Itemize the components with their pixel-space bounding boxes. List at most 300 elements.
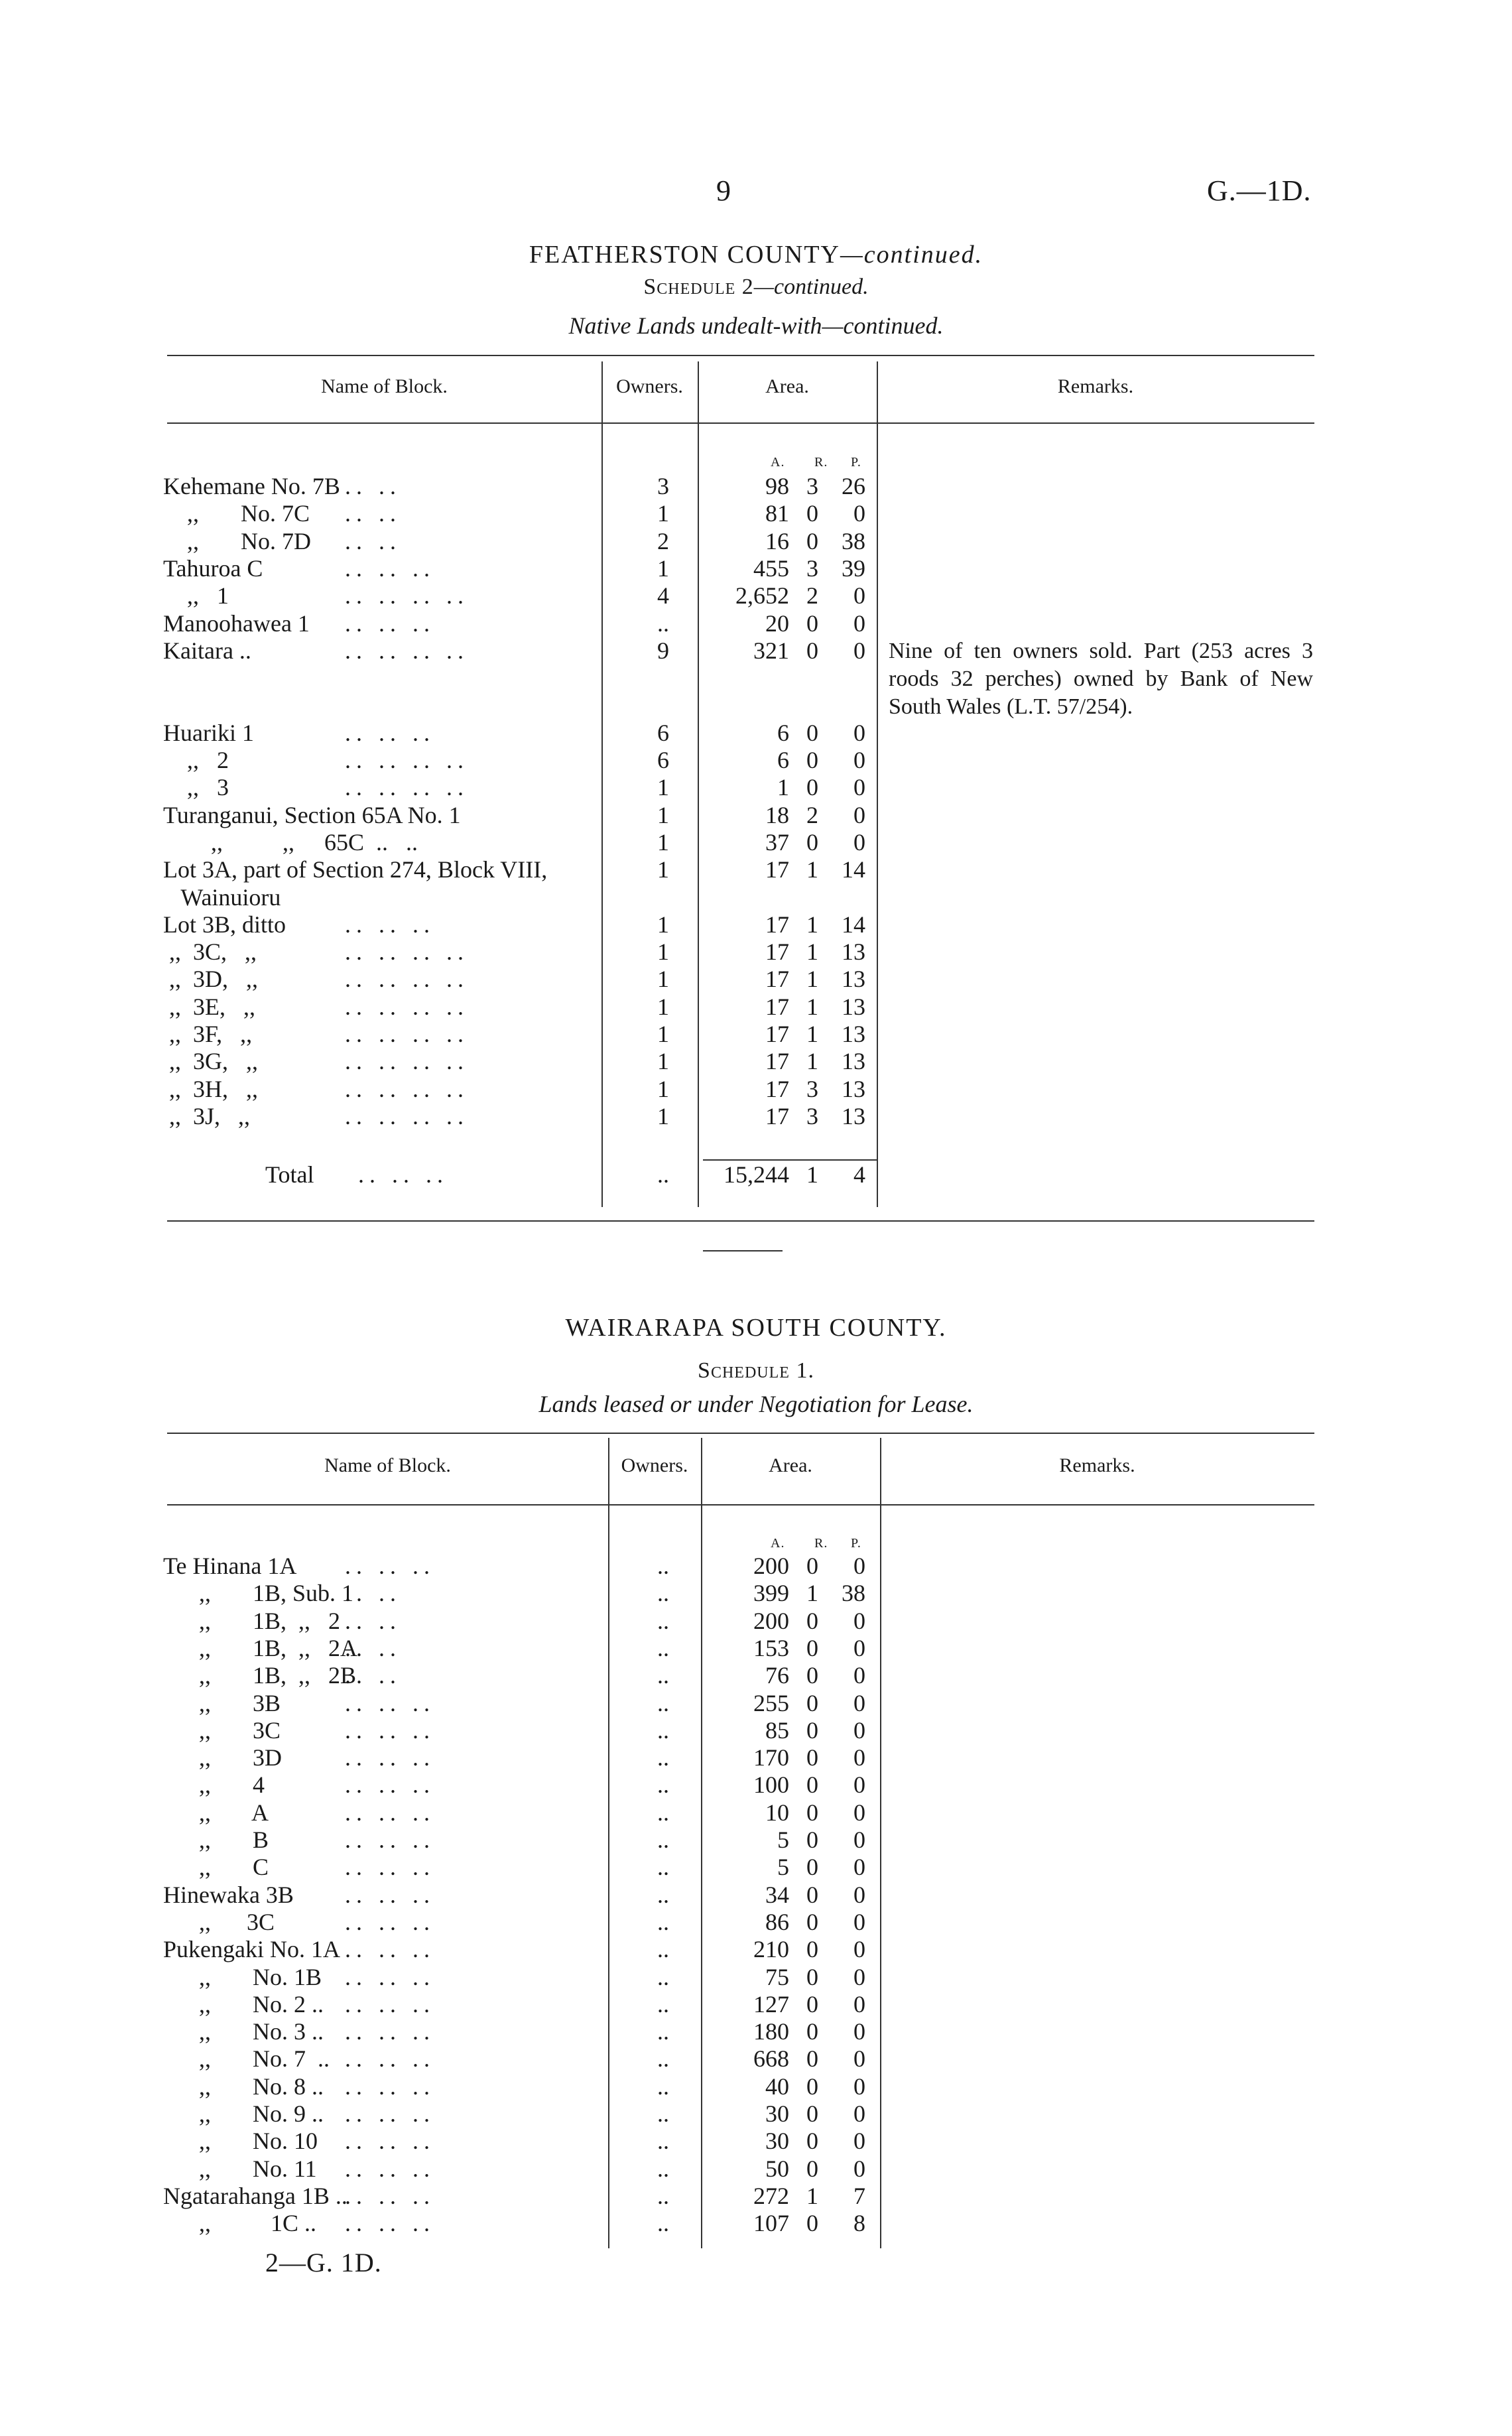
owners-count: .. bbox=[657, 2210, 669, 2237]
block-name: ,, 3D, ,, bbox=[163, 966, 258, 993]
leader-dots: .. .. .. bbox=[345, 1771, 435, 1799]
area-roods: 3 bbox=[806, 1075, 818, 1102]
area-perches: 14 bbox=[842, 856, 865, 883]
block-name: Kehemane No. 7B bbox=[163, 473, 340, 499]
leader-dots: .. .. bbox=[345, 1580, 401, 1607]
area-roods: 0 bbox=[806, 828, 818, 856]
table-row bbox=[0, 1579, 1512, 1607]
table-row bbox=[0, 1634, 1512, 1662]
unit-roods: R. bbox=[814, 1536, 828, 1551]
leader-dots: .. .. .. .. bbox=[345, 637, 469, 664]
leader-dots: .. .. .. bbox=[345, 1881, 435, 1908]
area-acres: 17 bbox=[765, 856, 789, 883]
block-name: Te Hinana 1A bbox=[163, 1553, 297, 1579]
area-perches: 0 bbox=[853, 1744, 865, 1771]
owners-count: .. bbox=[657, 1827, 669, 1853]
area-acres: 17 bbox=[765, 966, 789, 993]
block-name: ,, No. 7 .. bbox=[163, 2045, 330, 2073]
leader-dots: .. .. .. bbox=[345, 1799, 435, 1826]
area-perches: 0 bbox=[853, 1716, 865, 1744]
owners-count: 1 bbox=[657, 1075, 669, 1102]
block-name: ,, No. 8 .. bbox=[163, 2073, 324, 2100]
area-roods: 2 bbox=[806, 582, 818, 609]
table-row bbox=[0, 773, 1512, 801]
area-roods: 3 bbox=[806, 554, 818, 582]
area-perches: 7 bbox=[853, 2182, 865, 2209]
total-label: Total bbox=[265, 1161, 314, 1188]
table-row bbox=[0, 2100, 1512, 2128]
owners-count: .. bbox=[657, 2073, 669, 2100]
area-acres: 17 bbox=[765, 993, 789, 1020]
owners-count: 1 bbox=[657, 1102, 669, 1129]
owners-count: .. bbox=[657, 2182, 669, 2209]
block-name: Lot 3A, part of Section 274, Block VIII, bbox=[163, 856, 548, 883]
block-name: ,, No. 7C bbox=[163, 500, 310, 527]
table-row bbox=[0, 2127, 1512, 2155]
block-name: ,, 3G, ,, bbox=[163, 1048, 258, 1075]
header-remarks: Remarks. bbox=[1057, 375, 1134, 397]
owners-count: .. bbox=[657, 609, 669, 637]
area-perches: 0 bbox=[853, 747, 865, 773]
area-acres: 30 bbox=[765, 2128, 789, 2155]
area-acres: 5 bbox=[777, 1854, 789, 1881]
area-roods: 0 bbox=[806, 637, 818, 664]
leader-dots: .. .. bbox=[345, 1634, 401, 1661]
unit-perches: P. bbox=[851, 1536, 861, 1551]
block-name: ,, 3 bbox=[163, 774, 229, 801]
table-row bbox=[0, 993, 1512, 1021]
leader-dots: .. .. .. bbox=[345, 2182, 435, 2209]
owners-count: 3 bbox=[657, 473, 669, 499]
area-roods: 0 bbox=[806, 500, 818, 527]
block-name: ,, No. 1B bbox=[163, 1963, 322, 1990]
area-roods: 0 bbox=[806, 2073, 818, 2100]
area-acres: 107 bbox=[753, 2210, 789, 2237]
area-roods: 1 bbox=[806, 1580, 818, 1607]
block-name: Kaitara .. bbox=[163, 637, 251, 664]
area-acres: 399 bbox=[753, 1580, 789, 1607]
area-perches: 0 bbox=[853, 1662, 865, 1689]
block-name: ,, 2 bbox=[163, 747, 229, 773]
area-roods: 2 bbox=[806, 801, 818, 828]
area-perches: 0 bbox=[853, 2155, 865, 2182]
document-reference: G.—1D. bbox=[1207, 174, 1312, 207]
area-perches: 0 bbox=[853, 1689, 865, 1716]
area-perches: 0 bbox=[853, 1771, 865, 1799]
total-perches: 4 bbox=[853, 1161, 865, 1188]
leader-dots: .. .. .. bbox=[345, 1553, 435, 1579]
owners-count: .. bbox=[657, 1963, 669, 1990]
leader-dots: .. .. .. .. bbox=[345, 1021, 469, 1047]
owners-count: .. bbox=[657, 2100, 669, 2127]
area-acres: 668 bbox=[753, 2045, 789, 2073]
leader-dots: .. .. .. bbox=[345, 2210, 435, 2237]
area-perches: 14 bbox=[842, 911, 865, 938]
area-roods: 0 bbox=[806, 774, 818, 801]
leader-dots: .. .. .. .. bbox=[345, 774, 469, 801]
leader-dots: .. .. .. bbox=[345, 1689, 435, 1716]
area-roods: 0 bbox=[806, 2128, 818, 2155]
area-perches: 13 bbox=[842, 966, 865, 993]
area-perches: 0 bbox=[853, 1908, 865, 1935]
owners-count: .. bbox=[657, 2018, 669, 2045]
owners-count: .. bbox=[657, 1716, 669, 1744]
area-roods: 1 bbox=[806, 938, 818, 966]
area-perches: 0 bbox=[853, 1553, 865, 1579]
owners-count: .. bbox=[657, 1881, 669, 1908]
table-row bbox=[0, 1908, 1512, 1936]
owners-count: 1 bbox=[657, 966, 669, 993]
table-row bbox=[0, 554, 1512, 582]
table-row bbox=[0, 1935, 1512, 1963]
area-roods: 3 bbox=[806, 473, 818, 499]
table-row bbox=[0, 1853, 1512, 1881]
block-name: Wainuioru bbox=[163, 883, 281, 911]
block-name: Manoohawea 1 bbox=[163, 609, 310, 637]
leader-dots: .. .. bbox=[345, 473, 401, 499]
area-acres: 30 bbox=[765, 2100, 789, 2127]
block-name: ,, 1B, ,, 2 bbox=[163, 1607, 341, 1634]
total-roods: 1 bbox=[806, 1161, 818, 1188]
area-acres: 50 bbox=[765, 2155, 789, 2182]
owners-count: .. bbox=[657, 1662, 669, 1689]
block-name: ,, A bbox=[163, 1799, 269, 1826]
area-roods: 1 bbox=[806, 2182, 818, 2209]
area-perches: 0 bbox=[853, 1799, 865, 1826]
block-name: ,, 3B bbox=[163, 1689, 281, 1716]
area-perches: 0 bbox=[853, 1963, 865, 1990]
county-title-2: WAIRARAPA SOUTH COUNTY. bbox=[565, 1314, 947, 1342]
schedule-name: Schedule 2 bbox=[643, 275, 754, 299]
area-acres: 6 bbox=[777, 719, 789, 746]
table-row bbox=[0, 2073, 1512, 2100]
area-acres: 81 bbox=[765, 500, 789, 527]
area-roods: 1 bbox=[806, 966, 818, 993]
leader-dots: .. .. .. .. bbox=[345, 993, 469, 1020]
subtitle-1: Native Lands undealt-with—continued. bbox=[568, 312, 944, 339]
header-owners: Owners. bbox=[616, 375, 683, 397]
area-perches: 0 bbox=[853, 1634, 865, 1661]
leader-dots: .. .. bbox=[345, 500, 401, 527]
area-acres: 20 bbox=[765, 609, 789, 637]
area-perches: 26 bbox=[842, 473, 865, 499]
owners-count: 1 bbox=[657, 828, 669, 856]
area-perches: 8 bbox=[853, 2210, 865, 2237]
area-roods: 0 bbox=[806, 1936, 818, 1963]
area-roods: 0 bbox=[806, 1771, 818, 1799]
block-name: ,, No. 9 .. bbox=[163, 2100, 324, 2127]
table-row bbox=[0, 1799, 1512, 1827]
area-roods: 0 bbox=[806, 2100, 818, 2127]
table-row bbox=[0, 1689, 1512, 1717]
area-perches: 0 bbox=[853, 1990, 865, 2018]
area-acres: 17 bbox=[765, 938, 789, 966]
table-row bbox=[0, 2182, 1512, 2210]
area-acres: 6 bbox=[777, 747, 789, 773]
owners-count: 4 bbox=[657, 582, 669, 609]
owners-count: .. bbox=[657, 1553, 669, 1579]
table-row bbox=[0, 1990, 1512, 2018]
area-acres: 85 bbox=[765, 1716, 789, 1744]
area-acres: 98 bbox=[765, 473, 789, 499]
block-name: ,, 3C, ,, bbox=[163, 938, 257, 966]
table1-top-rule bbox=[167, 355, 1314, 356]
block-name: ,, 3C bbox=[163, 1908, 275, 1935]
leader-dots: .. .. .. bbox=[345, 609, 435, 637]
area-perches: 13 bbox=[842, 1048, 865, 1075]
area-roods: 1 bbox=[806, 1021, 818, 1047]
table-row bbox=[0, 1607, 1512, 1635]
county-continued: —continued. bbox=[840, 241, 983, 269]
block-name: ,, 1B, ,, 2A bbox=[163, 1634, 358, 1661]
area-perches: 0 bbox=[853, 637, 865, 664]
block-name: ,, 3C bbox=[163, 1716, 281, 1744]
total-dots: .. .. .. bbox=[358, 1161, 448, 1188]
leader-dots: .. .. .. bbox=[345, 911, 435, 938]
owners-count: .. bbox=[657, 1990, 669, 2018]
header-remarks: Remarks. bbox=[1059, 1454, 1135, 1476]
leader-dots: .. .. .. .. bbox=[345, 966, 469, 993]
total-owners: .. bbox=[657, 1161, 669, 1188]
schedule-continued: —continued. bbox=[753, 275, 869, 299]
table-row bbox=[0, 1771, 1512, 1799]
area-roods: 0 bbox=[806, 2210, 818, 2237]
owners-count: .. bbox=[657, 1936, 669, 1963]
owners-count: 1 bbox=[657, 911, 669, 938]
area-roods: 0 bbox=[806, 1799, 818, 1826]
area-perches: 13 bbox=[842, 1021, 865, 1047]
area-acres: 76 bbox=[765, 1662, 789, 1689]
area-acres: 40 bbox=[765, 2073, 789, 2100]
area-roods: 0 bbox=[806, 1553, 818, 1579]
owners-count: 6 bbox=[657, 747, 669, 773]
area-roods: 0 bbox=[806, 2018, 818, 2045]
table-row bbox=[0, 883, 1512, 911]
leader-dots: .. .. .. .. bbox=[345, 747, 469, 773]
leader-dots: .. .. .. bbox=[345, 1990, 435, 2018]
table-row bbox=[0, 1881, 1512, 1909]
area-roods: 1 bbox=[806, 1048, 818, 1075]
leader-dots: .. .. .. bbox=[345, 554, 435, 582]
subtitle-2: Lands leased or under Negotiation for Lease. bbox=[538, 1391, 974, 1417]
table-row bbox=[0, 1744, 1512, 1771]
block-name: ,, B bbox=[163, 1827, 269, 1853]
area-perches: 13 bbox=[842, 993, 865, 1020]
leader-dots: .. .. .. bbox=[345, 1963, 435, 1990]
section-separator bbox=[703, 1250, 783, 1251]
block-name: ,, 1C .. bbox=[163, 2210, 317, 2237]
area-perches: 0 bbox=[853, 609, 865, 637]
owners-count: .. bbox=[657, 1607, 669, 1634]
area-perches: 0 bbox=[853, 1936, 865, 1963]
table-row bbox=[0, 2018, 1512, 2045]
leader-dots: .. .. .. .. bbox=[345, 1048, 469, 1075]
table-row bbox=[0, 1102, 1512, 1130]
area-acres: 10 bbox=[765, 1799, 789, 1826]
area-roods: 0 bbox=[806, 1963, 818, 1990]
owners-count: .. bbox=[657, 1580, 669, 1607]
block-name: ,, 4 bbox=[163, 1771, 265, 1799]
block-name: Tahuroa C bbox=[163, 554, 263, 582]
block-name: ,, 3J, ,, bbox=[163, 1102, 251, 1129]
block-name: ,, No. 2 .. bbox=[163, 1990, 324, 2018]
area-roods: 0 bbox=[806, 1990, 818, 2018]
block-name: ,, 1 bbox=[163, 582, 229, 609]
table-row bbox=[0, 2045, 1512, 2073]
unit-perches: P. bbox=[851, 455, 861, 470]
area-acres: 272 bbox=[753, 2182, 789, 2209]
county-title-1 bbox=[0, 240, 1512, 269]
area-roods: 0 bbox=[806, 1689, 818, 1716]
area-perches: 38 bbox=[842, 527, 865, 554]
area-roods: 1 bbox=[806, 911, 818, 938]
area-roods: 0 bbox=[806, 1881, 818, 1908]
area-roods: 0 bbox=[806, 1662, 818, 1689]
area-perches: 13 bbox=[842, 1102, 865, 1129]
owners-count: 1 bbox=[657, 500, 669, 527]
unit-acres: A. bbox=[771, 455, 785, 470]
owners-count: 9 bbox=[657, 637, 669, 664]
area-acres: 16 bbox=[765, 527, 789, 554]
header-owners: Owners. bbox=[621, 1454, 688, 1476]
block-name: Ngatarahanga 1B .. bbox=[163, 2182, 347, 2209]
area-acres: 127 bbox=[753, 1990, 789, 2018]
area-acres: 210 bbox=[753, 1936, 789, 1963]
area-acres: 75 bbox=[765, 1963, 789, 1990]
area-roods: 0 bbox=[806, 719, 818, 746]
table-row bbox=[0, 1963, 1512, 1991]
area-acres: 455 bbox=[753, 554, 789, 582]
table-row bbox=[0, 1552, 1512, 1580]
owners-count: 1 bbox=[657, 993, 669, 1020]
schedule-title-1 bbox=[0, 275, 1512, 300]
block-name: Huariki 1 bbox=[163, 719, 254, 746]
area-acres: 5 bbox=[777, 1827, 789, 1853]
owners-count: .. bbox=[657, 1854, 669, 1881]
owners-count: 1 bbox=[657, 938, 669, 966]
area-roods: 0 bbox=[806, 1634, 818, 1661]
block-name: ,, 3H, ,, bbox=[163, 1075, 258, 1102]
header-name-of-block: Name of Block. bbox=[324, 1454, 451, 1476]
owners-count: 6 bbox=[657, 719, 669, 746]
table1-bottom-rule bbox=[167, 1220, 1314, 1222]
table-row bbox=[0, 499, 1512, 527]
area-roods: 0 bbox=[806, 2155, 818, 2182]
area-perches: 0 bbox=[853, 500, 865, 527]
owners-count: .. bbox=[657, 1634, 669, 1661]
owners-count: .. bbox=[657, 1908, 669, 1935]
block-name: Lot 3B, ditto bbox=[163, 911, 286, 938]
page-footer: 2—G. 1D. bbox=[265, 2248, 382, 2277]
leader-dots: .. .. .. bbox=[345, 2100, 435, 2127]
area-acres: 180 bbox=[753, 2018, 789, 2045]
table-row bbox=[0, 609, 1512, 637]
header-area: Area. bbox=[765, 375, 809, 397]
area-perches: 0 bbox=[853, 774, 865, 801]
area-roods: 3 bbox=[806, 1102, 818, 1129]
table-row bbox=[0, 801, 1512, 829]
table-row bbox=[0, 582, 1512, 609]
owners-count: 2 bbox=[657, 527, 669, 554]
area-perches: 0 bbox=[853, 801, 865, 828]
leader-dots: .. .. .. bbox=[345, 1716, 435, 1744]
area-roods: 0 bbox=[806, 747, 818, 773]
area-acres: 86 bbox=[765, 1908, 789, 1935]
table-row bbox=[0, 1075, 1512, 1103]
table1-header-rule bbox=[167, 422, 1314, 424]
unit-roods: R. bbox=[814, 455, 828, 470]
block-name: ,, No. 10 bbox=[163, 2128, 318, 2155]
area-acres: 321 bbox=[753, 637, 789, 664]
leader-dots: .. .. .. bbox=[345, 2073, 435, 2100]
area-perches: 13 bbox=[842, 938, 865, 966]
area-roods: 0 bbox=[806, 1827, 818, 1853]
area-perches: 0 bbox=[853, 1881, 865, 1908]
leader-dots: .. .. .. bbox=[345, 1827, 435, 1853]
area-acres: 2,652 bbox=[735, 582, 789, 609]
area-roods: 0 bbox=[806, 1908, 818, 1935]
area-roods: 0 bbox=[806, 1854, 818, 1881]
area-acres: 34 bbox=[765, 1881, 789, 1908]
area-acres: 17 bbox=[765, 1048, 789, 1075]
area-perches: 39 bbox=[842, 554, 865, 582]
table-row bbox=[0, 746, 1512, 774]
area-perches: 0 bbox=[853, 719, 865, 746]
owners-count: .. bbox=[657, 2155, 669, 2182]
area-roods: 0 bbox=[806, 1607, 818, 1634]
owners-count: 1 bbox=[657, 856, 669, 883]
area-perches: 0 bbox=[853, 2045, 865, 2073]
block-name: ,, C bbox=[163, 1854, 269, 1881]
area-acres: 17 bbox=[765, 1075, 789, 1102]
table-row bbox=[0, 472, 1512, 500]
area-perches: 38 bbox=[842, 1580, 865, 1607]
owners-count: .. bbox=[657, 1744, 669, 1771]
header-area: Area. bbox=[769, 1454, 812, 1476]
area-acres: 255 bbox=[753, 1689, 789, 1716]
block-name: ,, No. 11 bbox=[163, 2155, 317, 2182]
leader-dots: .. .. .. bbox=[345, 1908, 435, 1935]
table-row bbox=[0, 719, 1512, 747]
block-name: Pukengaki No. 1A bbox=[163, 1936, 340, 1963]
table-row bbox=[0, 1047, 1512, 1075]
leader-dots: .. .. bbox=[345, 1607, 401, 1634]
owners-count: .. bbox=[657, 1771, 669, 1799]
leader-dots: .. .. .. .. bbox=[345, 1102, 469, 1129]
area-perches: 0 bbox=[853, 828, 865, 856]
leader-dots: .. .. .. bbox=[345, 2018, 435, 2045]
owners-count: 1 bbox=[657, 1021, 669, 1047]
area-acres: 18 bbox=[765, 801, 789, 828]
block-name: ,, 1B, ,, 2B bbox=[163, 1662, 357, 1689]
area-perches: 13 bbox=[842, 1075, 865, 1102]
owners-count: 1 bbox=[657, 1048, 669, 1075]
table-row bbox=[0, 2155, 1512, 2183]
area-perches: 0 bbox=[853, 2018, 865, 2045]
area-roods: 1 bbox=[806, 856, 818, 883]
leader-dots: .. .. .. bbox=[345, 2128, 435, 2155]
area-perches: 0 bbox=[853, 1827, 865, 1853]
table-row bbox=[0, 938, 1512, 966]
table-row bbox=[0, 1661, 1512, 1689]
table-row bbox=[0, 527, 1512, 555]
table-row bbox=[0, 911, 1512, 938]
table-row bbox=[0, 1020, 1512, 1048]
total-row bbox=[0, 1161, 1512, 1188]
area-perches: 0 bbox=[853, 2073, 865, 2100]
block-name: ,, No. 3 .. bbox=[163, 2018, 324, 2045]
area-roods: 0 bbox=[806, 527, 818, 554]
